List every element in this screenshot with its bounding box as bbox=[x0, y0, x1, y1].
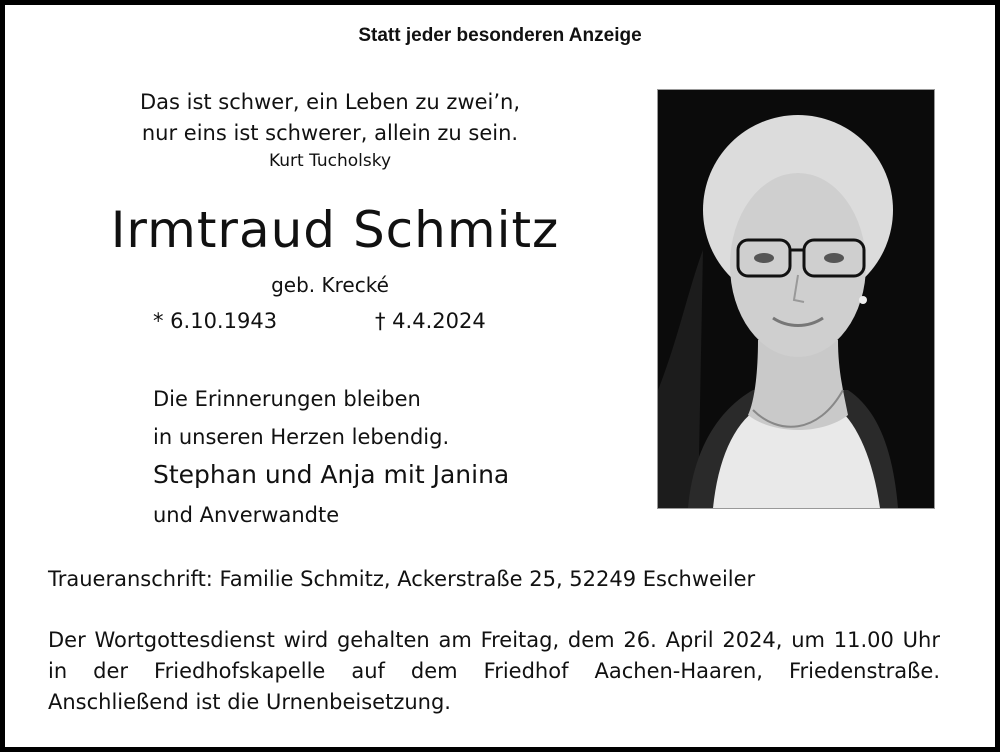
birth-name: geb. Krecké bbox=[271, 273, 389, 297]
family-names: Stephan und Anja mit Janina bbox=[153, 460, 510, 489]
deceased-name: Irmtraud Schmitz bbox=[110, 201, 560, 259]
relatives: und Anverwandte bbox=[153, 503, 340, 527]
quote-author: Kurt Tucholsky bbox=[268, 151, 392, 171]
portrait-illustration bbox=[658, 90, 934, 508]
quote-line-2: nur eins ist schwerer, allein zu sein. bbox=[141, 121, 519, 145]
service-information: Der Wortgottesdienst wird gehalten am Freitag, dem 26. April 2024, um 11.00 Uhr in der Friedhofskapelle auf dem Friedhof Aachen-Haaren, Friedenstraße. Anschließend ist die Urnenbeisetzung. bbox=[48, 628, 940, 714]
notice-header: Statt jeder besonderen Anzeige bbox=[358, 25, 642, 46]
death-date: † 4.4.2024 bbox=[375, 309, 486, 333]
mourning-address: Traueranschrift: Familie Schmitz, Ackerstraße 25, 52249 Eschweiler bbox=[48, 567, 756, 591]
memory-line-2: in unseren Herzen lebendig. bbox=[153, 425, 450, 449]
quote bbox=[70, 87, 590, 149]
obituary-card bbox=[5, 5, 995, 747]
portrait-photo bbox=[657, 89, 935, 509]
quote-line-1: Das ist schwer, ein Leben zu zwei’n, bbox=[139, 90, 521, 114]
memory-line-1: Die Erinnerungen bleiben bbox=[153, 387, 421, 411]
memory-text bbox=[153, 380, 449, 456]
birth-date: * 6.10.1943 bbox=[153, 309, 278, 333]
